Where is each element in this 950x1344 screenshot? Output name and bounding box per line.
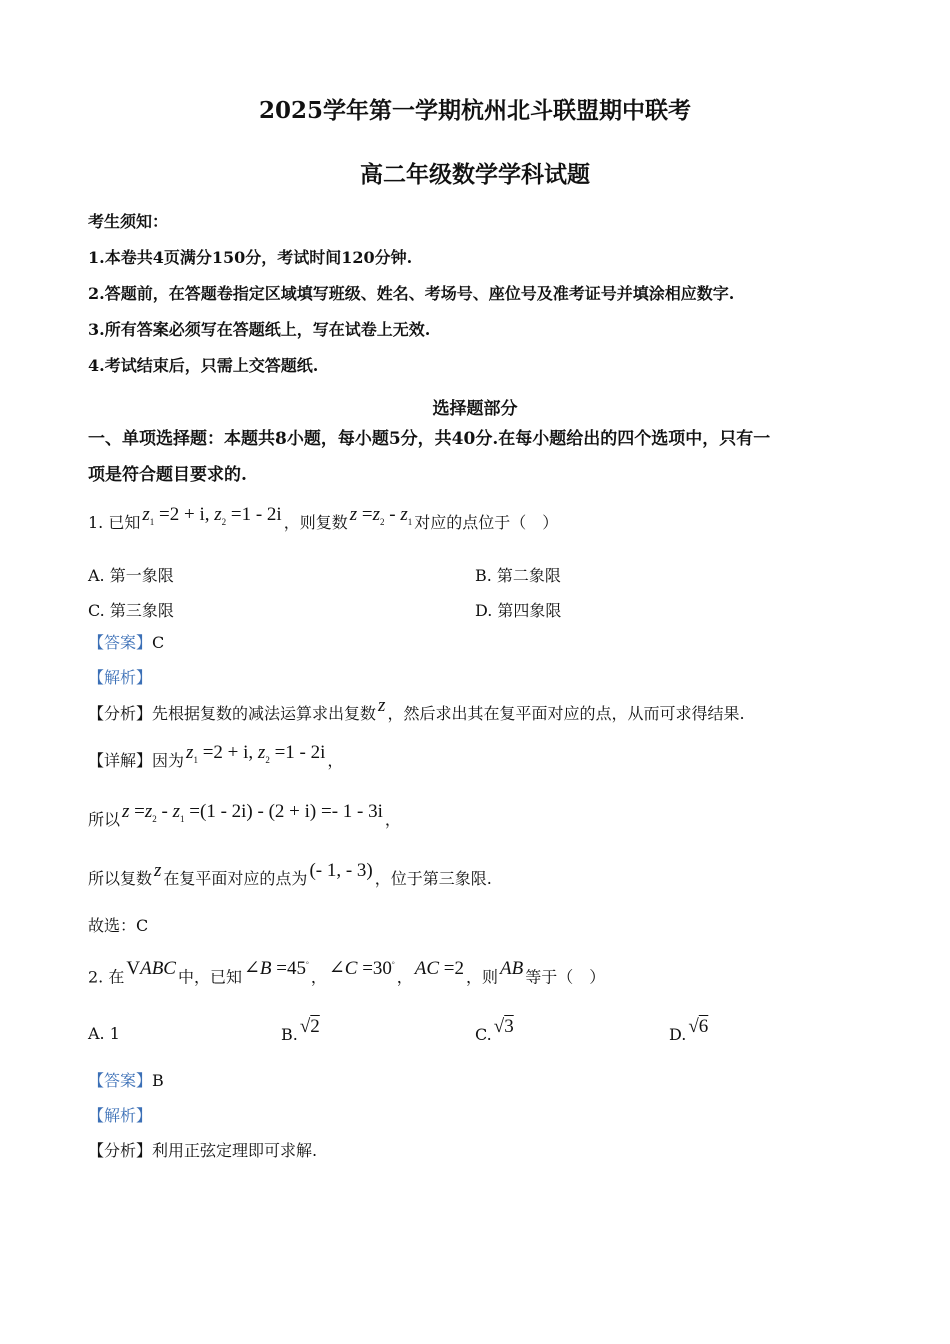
option-d — [669, 1016, 710, 1046]
fenxi-text: 先根据复数的减法运算求出复数 — [152, 704, 377, 723]
math-formula: ∠B =45° — [244, 958, 309, 980]
solution-step — [88, 801, 401, 837]
fenxi-line — [88, 1141, 317, 1161]
notice-item: 1.本卷共4页满分150分，考试时间120分钟. — [88, 248, 413, 267]
step-text: 在复平面对应的点为 — [163, 869, 308, 888]
answer-value: C — [152, 633, 165, 652]
fenxi-tag: 【分析】 — [88, 704, 153, 723]
exam-title: 2025学年第一学期杭州北斗联盟期中联考 — [258, 97, 691, 124]
answer-value: B — [152, 1071, 164, 1090]
detail-tag: 【详解】 — [88, 751, 153, 770]
option-c: C. 第三象限 — [88, 601, 174, 620]
notice-item: 3.所有答案必须写在答题纸上，写在试卷上无效. — [88, 320, 431, 339]
math-formula: AC =2 — [414, 958, 464, 980]
math-formula: z — [378, 695, 386, 716]
option-b: B. 第二象限 — [475, 566, 561, 585]
detail-line — [88, 742, 344, 778]
answer-tag: 【答案】 — [88, 633, 153, 652]
fenxi-tag: 【分析】 — [88, 1141, 153, 1160]
analysis-tag: 【解析】 — [88, 1106, 153, 1125]
q2-text: ， — [310, 967, 327, 987]
answer-line — [88, 1071, 164, 1091]
step-text: 所以复数 — [88, 869, 153, 888]
option-c — [475, 1016, 516, 1046]
step-text: ，位于第三象限. — [374, 869, 492, 888]
math-formula: $z_1 =2 + i$, $z_2 =1 - 2i$ — [142, 504, 282, 527]
detail-text: ， — [327, 751, 344, 770]
q2-text: 等于（ ） — [525, 967, 606, 987]
q1-suffix: 对应的点位于（ ） — [414, 513, 559, 532]
notice-item: 2.答题前，在答题卷指定区域填写班级、姓名、考场号、座位号及准考证号并填涂相应数字. — [88, 284, 735, 303]
step-text: 所以 — [88, 810, 121, 829]
fenxi-text: 利用正弦定理即可求解. — [152, 1141, 318, 1160]
option-label: B. — [281, 1025, 298, 1044]
q1-mid: ，则复数 — [283, 513, 348, 532]
question-2-stem — [88, 958, 606, 987]
math-formula: z — [154, 860, 162, 881]
option-a: A. 第一象限 — [88, 566, 174, 585]
math-formula: $z_1 =2 + i$, $z_2 =1 - 2i$ — [186, 742, 326, 765]
answer-tag: 【答案】 — [88, 1071, 153, 1090]
sqrt-formula: √6 — [688, 1016, 709, 1037]
math-formula: $z =z_2 - z_1$ — [349, 504, 413, 527]
section-instruction: 一、单项选择题：本题共8小题，每小题5分，共40分.在每小题给出的四个选项中，只有一 — [88, 429, 771, 449]
sqrt-formula: √2 — [299, 1016, 320, 1037]
option-b — [281, 1016, 322, 1046]
option-d: D. 第四象限 — [475, 601, 562, 620]
step-text: ， — [384, 810, 401, 829]
option-label: D. — [669, 1025, 687, 1044]
sqrt-formula: √3 — [493, 1016, 514, 1037]
solution-step — [88, 860, 492, 889]
option-a: A. 1 — [88, 1024, 120, 1043]
detail-text: 因为 — [152, 751, 185, 770]
answer-line — [88, 633, 164, 653]
exam-subtitle: 高二年级数学学科试题 — [360, 161, 590, 188]
math-formula: (- 1, - 3) — [309, 860, 373, 881]
fenxi-text: ，然后求出其在复平面对应的点，从而可求得结果. — [387, 704, 745, 723]
question-1-stem — [88, 504, 559, 540]
q2-text: ， — [396, 967, 413, 987]
section-name: 选择题部分 — [432, 399, 518, 419]
math-formula: ∠C =30° — [328, 958, 395, 980]
q1-prefix: 1. 已知 — [88, 513, 141, 532]
math-formula: AB — [500, 958, 524, 980]
math-formula: VABC — [126, 958, 176, 980]
section-instruction: 项是符合题目要求的. — [88, 465, 247, 485]
q2-prefix: 2. 在 — [88, 967, 125, 987]
q2-text: ，则 — [465, 967, 498, 987]
notice-item: 4.考试结束后，只需上交答题纸. — [88, 356, 319, 375]
notice-heading: 考生须知： — [88, 212, 169, 231]
fenxi-line — [88, 695, 745, 724]
final-choice: 故选：C — [88, 916, 149, 935]
math-formula: $z =z_2 - z_1 =(1 - 2i) - (2 + i) =- 1 - 3i$ — [122, 801, 383, 824]
analysis-tag: 【解析】 — [88, 668, 153, 687]
option-label: C. — [475, 1025, 492, 1044]
q2-text: 中，已知 — [177, 967, 242, 987]
